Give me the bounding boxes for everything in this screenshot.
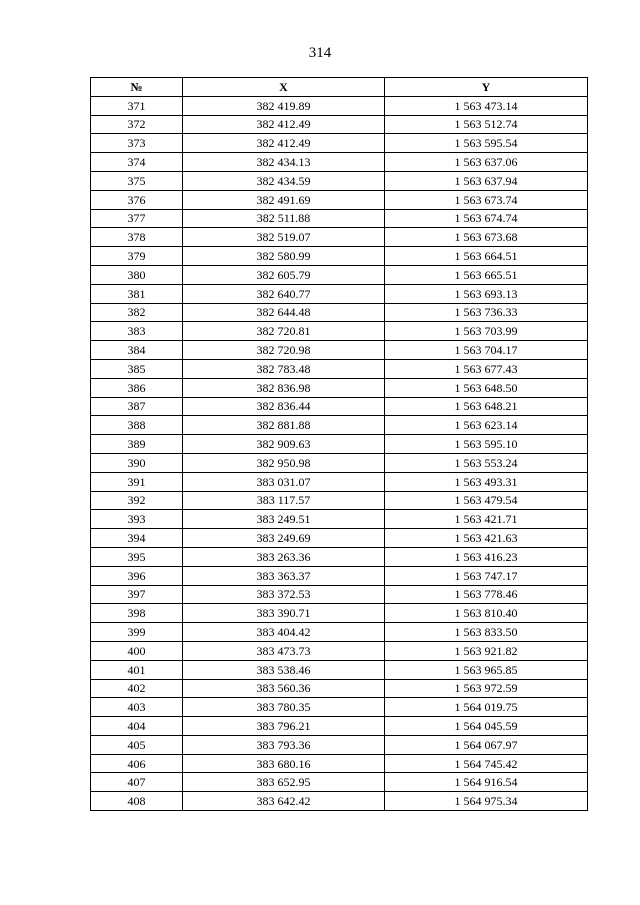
cell-y: 1 563 493.31 [385,472,588,491]
table-row [91,115,588,134]
cell-number: 391 [91,472,183,491]
cell-number: 392 [91,491,183,510]
table-row [91,303,588,322]
cell-x: 383 372.53 [183,585,385,604]
cell-y: 1 564 019.75 [385,698,588,717]
cell-x: 383 793.36 [183,735,385,754]
cell-y: 1 564 067.97 [385,735,588,754]
table-row [91,228,588,247]
cell-x: 383 031.07 [183,472,385,491]
cell-number: 378 [91,228,183,247]
cell-y: 1 563 664.51 [385,247,588,266]
cell-number: 383 [91,322,183,341]
cell-x: 382 950.98 [183,453,385,472]
table-row [91,547,588,566]
cell-y: 1 563 665.51 [385,265,588,284]
cell-x: 382 836.44 [183,397,385,416]
column-header-number: № [91,78,183,97]
cell-number: 380 [91,265,183,284]
table-row [91,453,588,472]
cell-y: 1 564 916.54 [385,773,588,792]
cell-x: 382 836.98 [183,378,385,397]
cell-number: 390 [91,453,183,472]
cell-x: 383 780.35 [183,698,385,717]
cell-number: 372 [91,115,183,134]
cell-x: 383 363.37 [183,566,385,585]
cell-number: 405 [91,735,183,754]
cell-x: 383 652.95 [183,773,385,792]
cell-number: 381 [91,284,183,303]
cell-number: 396 [91,566,183,585]
table-row [91,359,588,378]
table-row [91,378,588,397]
cell-number: 408 [91,792,183,811]
column-header-y: Y [385,78,588,97]
table-row [91,209,588,228]
cell-number: 406 [91,754,183,773]
cell-y: 1 563 736.33 [385,303,588,322]
cell-x: 382 909.63 [183,435,385,454]
cell-number: 403 [91,698,183,717]
cell-number: 377 [91,209,183,228]
table-row [91,735,588,754]
cell-y: 1 563 553.24 [385,453,588,472]
cell-x: 383 560.36 [183,679,385,698]
table-row [91,641,588,660]
cell-x: 383 404.42 [183,623,385,642]
cell-x: 383 680.16 [183,754,385,773]
cell-y: 1 563 677.43 [385,359,588,378]
table-row [91,96,588,115]
table-row [91,698,588,717]
cell-y: 1 563 637.94 [385,171,588,190]
cell-number: 373 [91,134,183,153]
cell-x: 382 412.49 [183,115,385,134]
cell-x: 382 720.98 [183,341,385,360]
cell-y: 1 563 833.50 [385,623,588,642]
cell-y: 1 563 416.23 [385,547,588,566]
cell-y: 1 564 745.42 [385,754,588,773]
cell-number: 379 [91,247,183,266]
cell-x: 382 419.89 [183,96,385,115]
cell-x: 382 434.59 [183,171,385,190]
cell-y: 1 563 921.82 [385,641,588,660]
cell-number: 375 [91,171,183,190]
table-row [91,792,588,811]
cell-x: 383 473.73 [183,641,385,660]
cell-x: 383 249.51 [183,510,385,529]
cell-x: 382 580.99 [183,247,385,266]
cell-number: 394 [91,529,183,548]
cell-x: 383 796.21 [183,717,385,736]
table-row [91,247,588,266]
cell-y: 1 563 673.68 [385,228,588,247]
table-row [91,754,588,773]
table-row [91,171,588,190]
cell-y: 1 563 512.74 [385,115,588,134]
cell-y: 1 564 975.34 [385,792,588,811]
table-row [91,397,588,416]
table-row [91,190,588,209]
cell-y: 1 563 648.21 [385,397,588,416]
table-row [91,660,588,679]
cell-number: 371 [91,96,183,115]
cell-x: 382 783.48 [183,359,385,378]
cell-number: 384 [91,341,183,360]
table-row [91,623,588,642]
cell-number: 388 [91,416,183,435]
cell-x: 382 434.13 [183,153,385,172]
cell-number: 386 [91,378,183,397]
cell-y: 1 563 473.14 [385,96,588,115]
cell-y: 1 563 693.13 [385,284,588,303]
table-row [91,679,588,698]
cell-y: 1 563 747.17 [385,566,588,585]
cell-number: 398 [91,604,183,623]
table-row [91,585,588,604]
cell-x: 382 605.79 [183,265,385,284]
cell-number: 385 [91,359,183,378]
cell-x: 383 390.71 [183,604,385,623]
cell-number: 395 [91,547,183,566]
column-header-x: X [183,78,385,97]
cell-number: 393 [91,510,183,529]
cell-number: 400 [91,641,183,660]
cell-y: 1 564 045.59 [385,717,588,736]
cell-x: 382 412.49 [183,134,385,153]
cell-y: 1 563 595.10 [385,435,588,454]
table-row [91,416,588,435]
cell-number: 382 [91,303,183,322]
table-row [91,322,588,341]
coordinates-table [90,77,588,811]
cell-y: 1 563 810.40 [385,604,588,623]
cell-y: 1 563 673.74 [385,190,588,209]
table-row [91,773,588,792]
cell-x: 382 640.77 [183,284,385,303]
table-row [91,491,588,510]
cell-x: 382 720.81 [183,322,385,341]
cell-number: 404 [91,717,183,736]
cell-number: 389 [91,435,183,454]
cell-number: 401 [91,660,183,679]
cell-x: 382 881.88 [183,416,385,435]
page-number: 314 [308,45,332,61]
table-header [91,78,588,97]
cell-y: 1 563 479.54 [385,491,588,510]
cell-y: 1 563 703.99 [385,322,588,341]
cell-x: 383 249.69 [183,529,385,548]
cell-x: 383 538.46 [183,660,385,679]
table-row [91,717,588,736]
cell-number: 374 [91,153,183,172]
cell-y: 1 563 965.85 [385,660,588,679]
cell-number: 387 [91,397,183,416]
cell-y: 1 563 595.54 [385,134,588,153]
cell-y: 1 563 421.71 [385,510,588,529]
table-row [91,472,588,491]
cell-y: 1 563 648.50 [385,378,588,397]
cell-number: 376 [91,190,183,209]
cell-number: 399 [91,623,183,642]
cell-y: 1 563 421.63 [385,529,588,548]
cell-x: 383 263.36 [183,547,385,566]
header-row [91,78,588,97]
cell-x: 382 491.69 [183,190,385,209]
cell-x: 382 644.48 [183,303,385,322]
cell-number: 402 [91,679,183,698]
cell-y: 1 563 674.74 [385,209,588,228]
table-row [91,265,588,284]
table-row [91,510,588,529]
table-row [91,341,588,360]
cell-number: 397 [91,585,183,604]
table-body [91,96,588,810]
table-row [91,153,588,172]
cell-x: 383 117.57 [183,491,385,510]
table-row [91,604,588,623]
table-row [91,435,588,454]
table-row [91,134,588,153]
cell-y: 1 563 704.17 [385,341,588,360]
table-row [91,529,588,548]
table-row [91,284,588,303]
cell-y: 1 563 623.14 [385,416,588,435]
cell-y: 1 563 637.06 [385,153,588,172]
cell-x: 382 519.07 [183,228,385,247]
cell-x: 382 511.88 [183,209,385,228]
cell-number: 407 [91,773,183,792]
cell-x: 383 642.42 [183,792,385,811]
cell-y: 1 563 972.59 [385,679,588,698]
cell-y: 1 563 778.46 [385,585,588,604]
table-row [91,566,588,585]
